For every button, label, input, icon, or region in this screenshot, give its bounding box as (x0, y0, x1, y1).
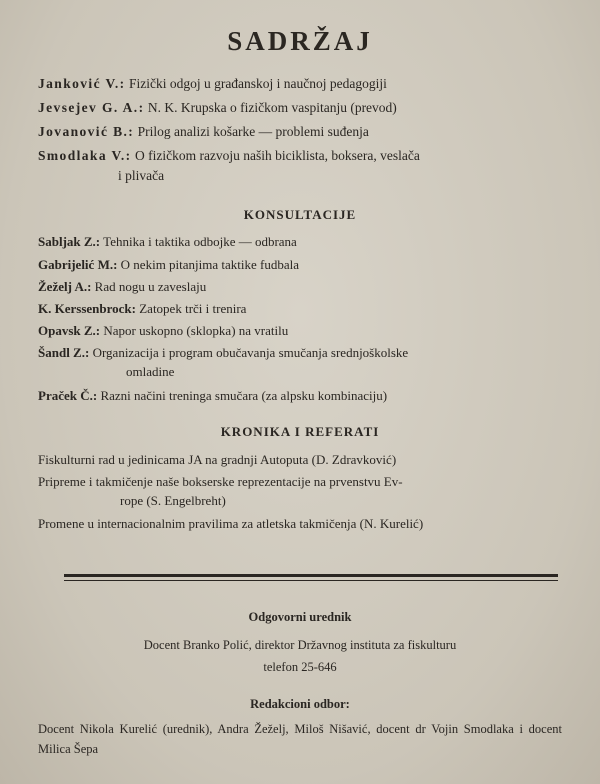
kronika-entry (38, 472, 570, 510)
kronika-title: Promene u internacionalnim pravilima za atletska takmičenja (N. Kurelić) (38, 516, 424, 531)
consultation-author: Gabrijelić M.: (38, 257, 118, 272)
consultation-author: Opavsk Z.: (38, 323, 101, 338)
article-title: Fizički odgoj u građanskoj i naučnoj pedagogiji (128, 76, 387, 91)
section-heading-kronika: KRONIKA I REFERATI (220, 424, 380, 439)
consultation-title: O nekim pitanjima taktike fudbala (120, 257, 300, 272)
divider-thin (64, 580, 558, 581)
article-title: N. K. Krupska o fizičkom vaspitanju (prevod) (147, 100, 397, 115)
consultation-author: K. Kerssenbrock: (38, 301, 136, 316)
consultation-entry (38, 299, 570, 318)
article-title-continued: i plivača (118, 168, 165, 183)
consultation-entry (38, 277, 570, 296)
consultation-entry (38, 255, 570, 274)
consultation-entry (38, 343, 570, 381)
consultation-author: Praček Č.: (38, 388, 98, 403)
consultation-entry (38, 232, 570, 251)
consultation-title: Zatopek trči i trenira (139, 301, 247, 316)
article-entry (38, 74, 570, 94)
consultation-title: Rad nogu u zaveslaju (94, 279, 207, 294)
kronika-entry (38, 450, 570, 469)
kronika-entry (38, 514, 570, 533)
board-heading: Redakcioni odbor: (250, 697, 350, 711)
article-author: Jovanović B.: (38, 124, 135, 139)
article-entry (38, 122, 570, 142)
page-title: SADRŽAJ (227, 26, 373, 56)
editor-heading: Odgovorni urednik (248, 610, 352, 624)
kronika-title: Fiskulturni rad u jedinicama JA na gradnji Autoputa (D. Zdravković) (38, 452, 397, 467)
kronika-title-continued: rope (S. Engelbreht) (120, 493, 226, 508)
section-heading-konsultacije: KONSULTACIJE (243, 207, 357, 222)
consultation-author: Sabljak Z.: (38, 234, 101, 249)
divider-thick (64, 574, 558, 577)
consultation-title: Napor uskopno (sklopka) na vratilu (103, 323, 289, 338)
consultation-entry (38, 386, 570, 405)
article-author: Jevsejev G. A.: (38, 100, 145, 115)
article-author: Smodlaka V.: (38, 148, 132, 163)
article-entry (38, 146, 570, 186)
consultation-title: Tehnika i taktika odbojke — odbrana (103, 234, 297, 249)
article-author: Janković V.: (38, 76, 126, 91)
consultation-author: Šandl Z.: (38, 345, 90, 360)
article-title: O fizičkom razvoju naših biciklista, boksera, veslača (134, 148, 420, 163)
consultation-title: Organizacija i program obučavanja smučanja srednjoškolske (92, 345, 409, 360)
article-title: Prilog analizi košarke — problemi suđenja (137, 124, 369, 139)
editor-phone: telefon 25-646 (263, 660, 337, 674)
consultation-entry (38, 321, 570, 340)
board-text: Docent Nikola Kurelić (urednik), Andra Žeželj, Miloš Nišavić, docent dr Vojin Smodlaka i docent Milica Šepa (38, 722, 562, 756)
consultation-title-continued: omladine (126, 364, 175, 379)
editor-line: Docent Branko Polić, direktor Državnog instituta za fiskulturu (143, 638, 457, 652)
kronika-title: Pripreme i takmičenje naše bokserske reprezentacije na prvenstvu Ev- (38, 474, 403, 489)
article-entry (38, 98, 570, 118)
consultation-author: Žeželj A.: (38, 279, 92, 294)
consultation-title: Razni načini treninga smučara (za alpsku kombinaciju) (100, 388, 388, 403)
